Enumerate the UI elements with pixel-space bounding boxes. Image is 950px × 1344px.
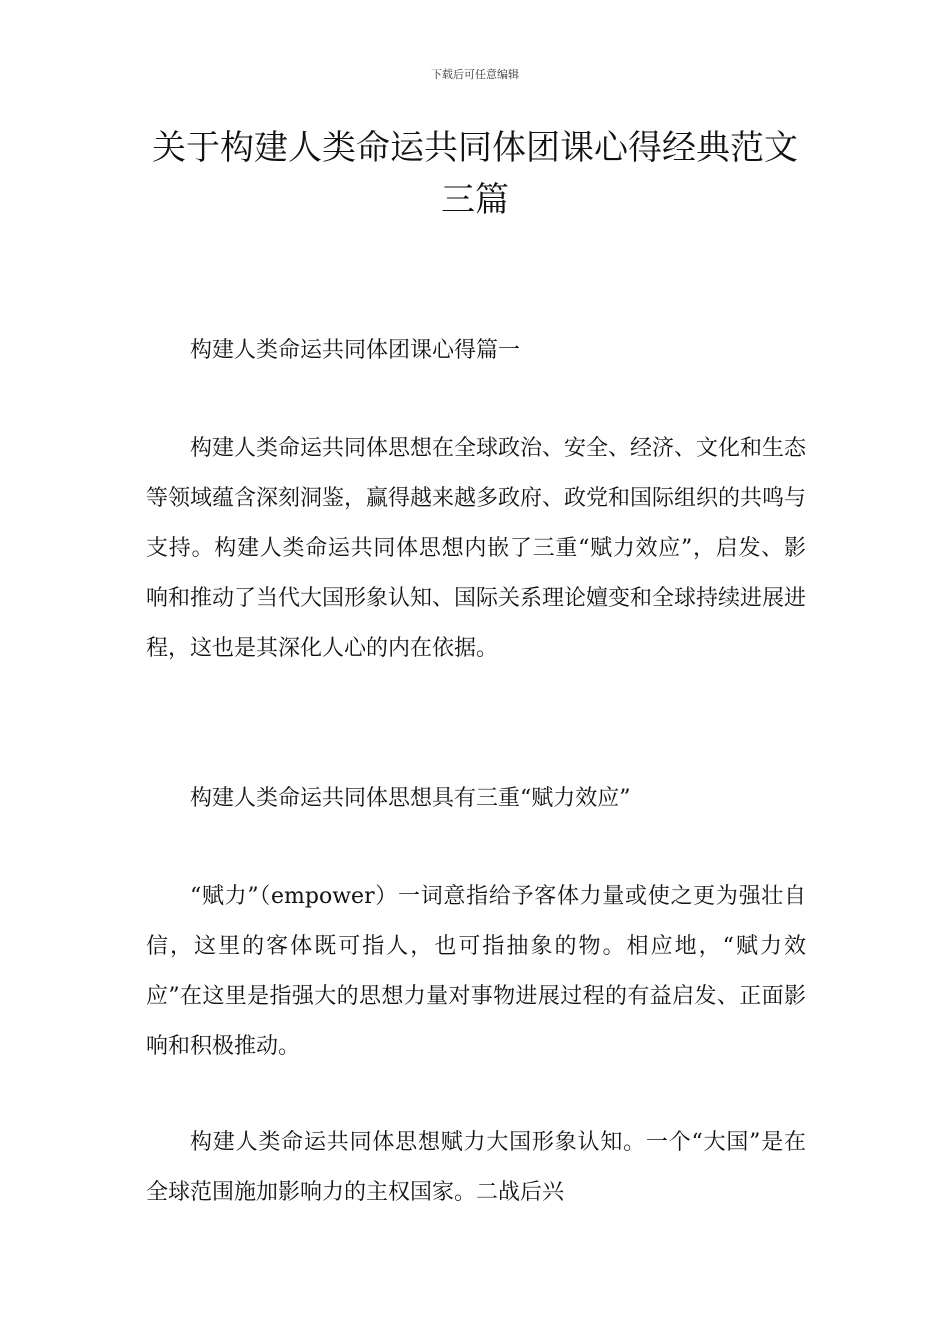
body-paragraph-1: 构建人类命运共同体思想在全球政治、安全、经济、文化和生态等领域蕴含深刻洞鉴，赢得越来越多政府、政党和国际组织的共鸣与支持。构建人类命运共同体思想内嵌了三重“赋力效应”，启发、影响和推动了当代大国形象认知、国际关系理论嬗变和全球持续进展进程，这也是其深化人心的内在依据。 — [146, 436, 807, 661]
document-title: 关于构建人类命运共同体团课心得经典范文三篇 — [152, 128, 798, 220]
body-paragraph-3: 构建人类命运共同体思想赋力大国形象认知。一个“大国”是在全球范围施加影响力的主权国家。二战后兴 — [146, 1130, 806, 1205]
section-heading-1: 构建人类命运共同体团课心得篇一 — [190, 338, 521, 363]
body-paragraph-2: “赋力”（empower）一词意指给予客体力量或使之更为强壮自信，这里的客体既可指人，也可指抽象的物。相应地，“赋力效应”在这里是指强大的思想力量对事物进展过程的有益启发、正面影响和积极推动。 — [146, 884, 806, 1059]
header-note: 下载后可任意编辑 — [431, 68, 519, 81]
section-heading-2: 构建人类命运共同体思想具有三重“赋力效应” — [190, 786, 631, 811]
